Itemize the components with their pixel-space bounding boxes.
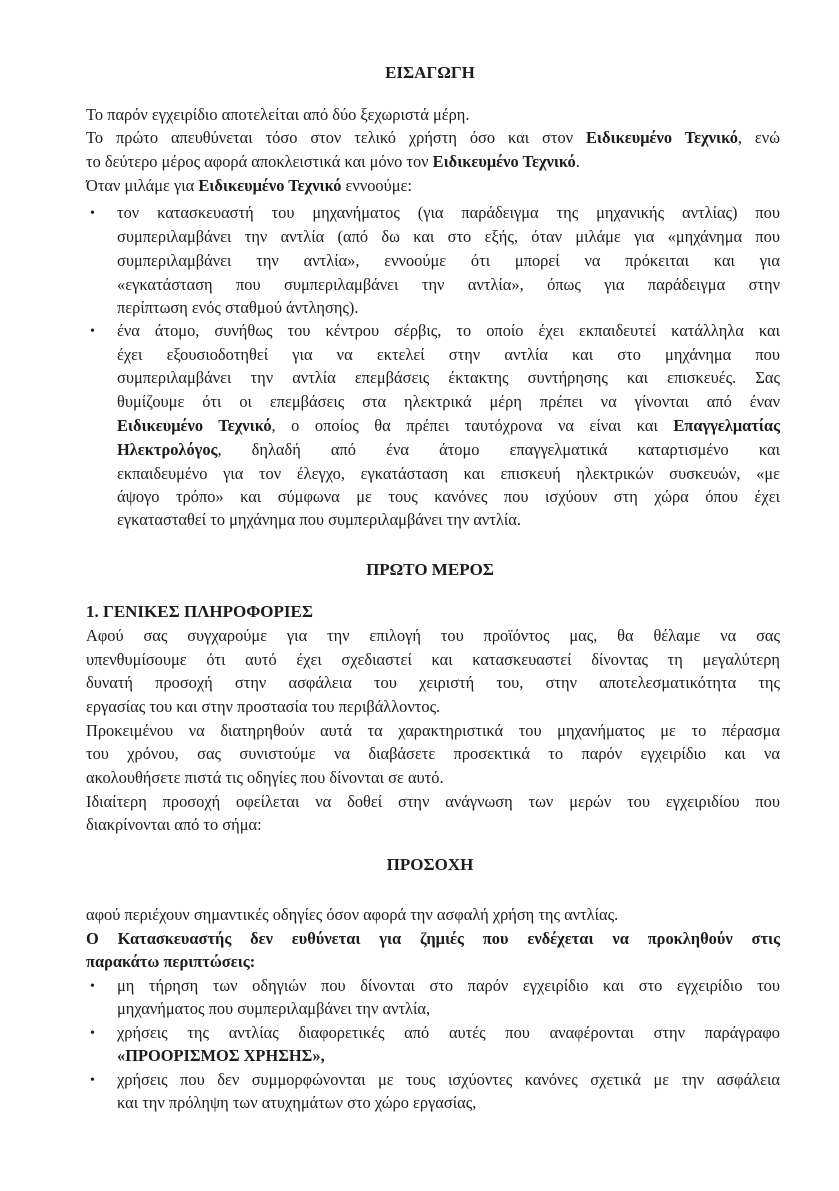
body-line: αφού περιέχουν σημαντικές οδηγίες όσον αφορά την ασφαλή χρήση της αντλίας. [86,905,619,924]
list-item-line: άψογο τρόπο» και σύμφωνα με τους κανόνες που ισχύουν στη χώρα όπου έχει [117,487,780,506]
body-line: υπενθυμίσουμε ότι αυτό έχει σχεδιαστεί και κατασκευαστεί δίνοντας τη μεγαλύτερη [86,650,780,669]
page-title: ΕΙΣΑΓΩΓΗ [385,63,475,82]
list-item-line: μηχανήματος που συμπεριλαμβάνει την αντλία, [117,999,431,1018]
list-item-line: συμπεριλαμβάνει την αντλία επεμβάσεις έκτακτης συντήρησης και επισκευές. Σας [117,368,780,387]
section-title: 1. ΓΕΝΙΚΕΣ ΠΛΗΡΟΦΟΡΙΕΣ [86,602,313,621]
body-line: εργασίας του και στην προστασία του περιβάλλοντος. [86,697,441,716]
list-item-line: και την πρόληψη των ατυχημάτων στο χώρο εργασίας, [117,1093,477,1112]
list-item-line: μη τήρηση των οδηγιών που δίνονται στο παρόν εγχειρίδιο και στο εγχειρίδιο του [117,976,780,995]
bullet-marker: • [90,206,95,221]
list-item-line: συμπεριλαμβάνει την αντλία», εννοούμε ότι μπορεί να πρόκειται και για [117,251,780,270]
list-item-line: «εγκατάσταση που συμπεριλαμβάνει την αντλία», όπως για παράδειγμα στην [117,275,780,294]
body-line: του χρόνου, σας συνιστούμε να διαβάσετε προσεκτικά το παρόν εγχειρίδιο και να [86,744,780,763]
body-line: ακολουθήσετε πιστά τις οδηγίες που δίνονται σε αυτό. [86,768,444,787]
list-item-line: συμπεριλαμβάνει την αντλία (από δω και στο εξής, όταν μιλάμε για «μηχάνημα που [117,227,780,246]
intro-line: το δεύτερο μέρος αφορά αποκλειστικά και μόνο τον Ειδικευμένο Τεχνικό. [86,152,580,171]
bullet-marker: • [90,979,95,994]
list-item-line: Ειδικευμένο Τεχνικό, ο οποίος θα πρέπει ταυτόχρονα να είναι και Επαγγελματίας [117,416,780,435]
intro-line: Όταν μιλάμε για Ειδικευμένο Τεχνικό εννοούμε: [86,176,412,195]
liability-line: παρακάτω περιπτώσεις: [86,952,256,971]
body-line: Προκειμένου να διατηρηθούν αυτά τα χαρακτηριστικά του μηχανήματος με το πέρασμα [86,721,780,740]
body-line: δυνατή προσοχή στην ασφάλεια του χειριστή του, στην αποτελεσματικότητα της [86,673,780,692]
liability-line: Ο Κατασκευαστής δεν ευθύνεται για ζημιές που ενδέχεται να προκληθούν στις [86,929,780,948]
list-item-line: ένα άτομο, συνήθως του κέντρου σέρβις, το οποίο έχει εκπαιδευτεί κατάλληλα και [117,321,780,340]
list-item-line: περίπτωση ενός σταθμού άντλησης). [117,298,359,317]
body-line: διακρίνονται από το σήμα: [86,815,262,834]
list-item-line: εγκατασταθεί το μηχάνημα που συμπεριλαμβάνει την αντλία. [117,510,521,529]
bullet-marker: • [90,1073,95,1088]
caution-heading: ΠΡΟΣΟΧΗ [386,855,474,874]
intro-line: Το παρόν εγχειρίδιο αποτελείται από δύο ξεχωριστά μέρη. [86,105,470,124]
bullet-marker: • [90,324,95,339]
list-item-line: Ηλεκτρολόγος, δηλαδή από ένα άτομο επαγγελματικά καταρτισμένο και [117,440,780,459]
list-item-line: έχει εξουσιοδοτηθεί για να εκτελεί στην αντλία και στο μηχάνημα που [117,345,780,364]
list-item-line: τον κατασκευαστή του μηχανήματος (για παράδειγμα της μηχανικής αντλίας) που [117,203,780,222]
list-item-line: χρήσεις της αντλίας διαφορετικές από αυτές που αναφέρονται στην παράγραφο [117,1023,780,1042]
list-item-line: «ΠΡΟΟΡΙΣΜΟΣ ΧΡΗΣΗΣ», [117,1046,325,1065]
body-line: Ιδιαίτερη προσοχή οφείλεται να δοθεί στην ανάγνωση των μερών του εγχειριδίου που [86,792,780,811]
body-line: Αφού σας συγχαρούμε για την επιλογή του προϊόντος μας, θα θέλαμε να σας [86,626,780,645]
bullet-marker: • [90,1026,95,1041]
list-item-line: χρήσεις που δεν συμμορφώνονται με τους ισχύοντες κανόνες σχετικά με την ασφάλεια [117,1070,780,1089]
intro-line: Το πρώτο απευθύνεται τόσο στον τελικό χρήστη όσο και στον Ειδικευμένο Τεχνικό, ενώ [86,128,781,147]
part-heading: ΠΡΩΤΟ ΜΕΡΟΣ [366,560,494,579]
list-item-line: θυμίζουμε ότι οι επεμβάσεις στα ηλεκτρικά μέρη πρέπει να γίνονται από έναν [117,392,780,411]
list-item-line: εκπαιδευμένο για τον έλεγχο, εγκατάσταση και επισκευή ηλεκτρικών συσκευών, «με [117,464,780,483]
